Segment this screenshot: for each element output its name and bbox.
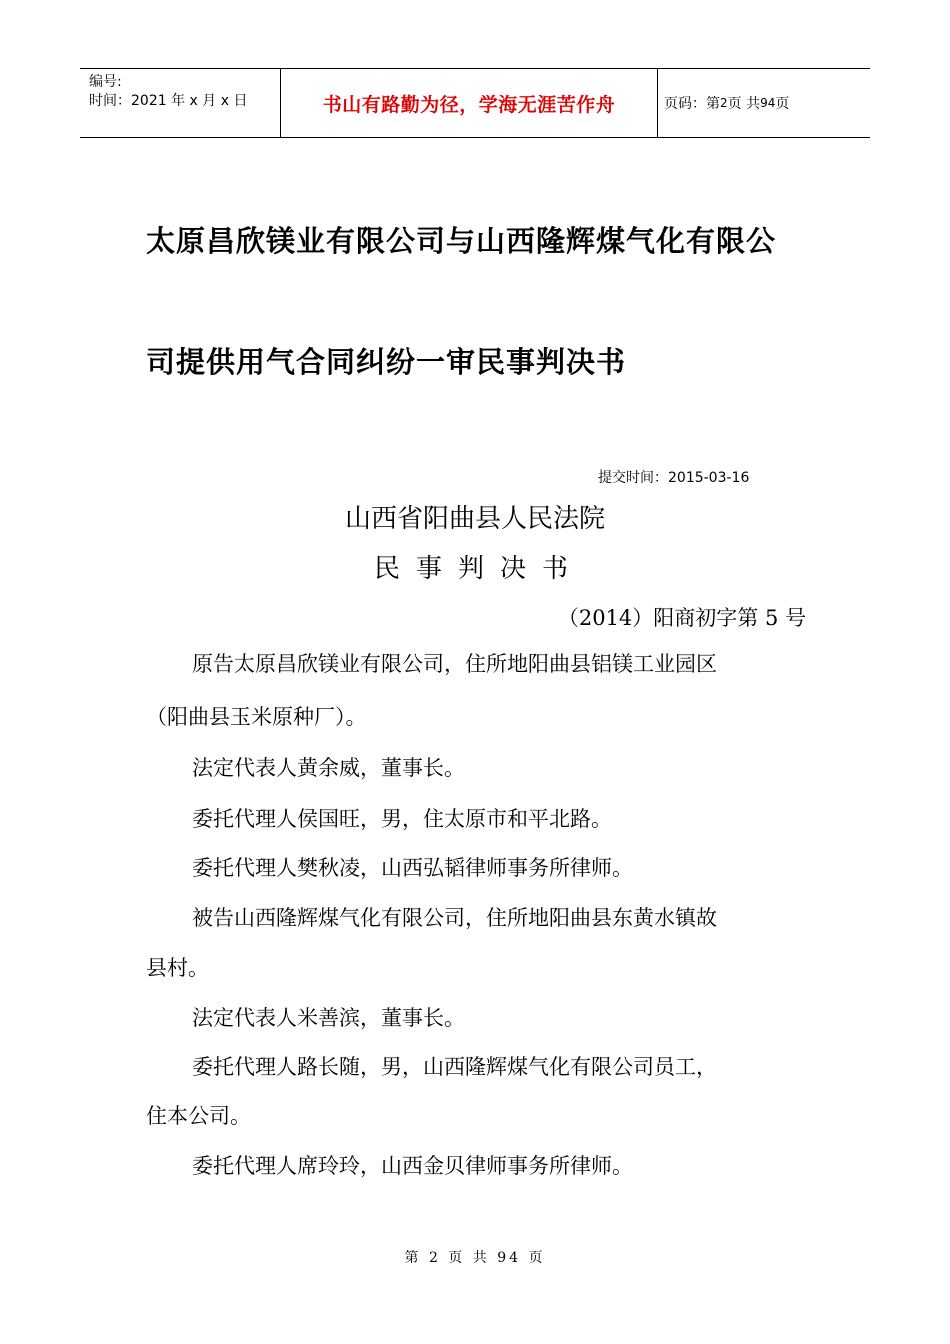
header-info-cell: [80, 69, 281, 137]
paragraph-defendant-agent-2: 委托代理人席玲玲，山西金贝律师事务所律师。: [192, 1154, 633, 1178]
document-type: 民事判决书: [373, 554, 584, 584]
paragraph-defendant-line-2: 县村。: [146, 956, 209, 980]
paragraph-defendant-line-1: 被告山西隆辉煤气化有限公司，住所地阳曲县东黄水镇故: [192, 906, 717, 930]
time-label: 时间：2021 年 x 月 x 日: [89, 93, 248, 109]
paragraph-plaintiff-agent-2: 委托代理人樊秋凌，山西弘韬律师事务所律师。: [192, 856, 633, 880]
page-header-table: [80, 68, 870, 138]
page-total: 94: [760, 96, 776, 110]
number-label: 编号:: [89, 74, 122, 90]
page-mid: 页 共: [727, 96, 761, 112]
court-name: 山西省阳曲县人民法院: [344, 504, 605, 534]
page-prefix: 页码：第: [664, 96, 720, 112]
page-current: 2: [720, 96, 728, 110]
page-suffix: 页: [775, 96, 790, 112]
document-title-line-1: 太原昌欣镁业有限公司与山西隆辉煤气化有限公: [146, 224, 777, 258]
case-number: （2014）阳商初字第 5 号: [557, 606, 806, 630]
paragraph-defendant-representative: 法定代表人米善滨，董事长。: [192, 1006, 465, 1030]
paragraph-plaintiff-line-1: 原告太原昌欣镁业有限公司，住所地阳曲县铝镁工业园区: [192, 652, 717, 676]
paragraph-plaintiff-line-2: （阳曲县玉米原种厂）。: [146, 705, 367, 729]
paragraph-plaintiff-agent-1: 委托代理人侯国旺，男，住太原市和平北路。: [192, 807, 612, 831]
page-footer: 第 2 页 共 94 页: [404, 1250, 546, 1266]
submit-time: 提交时间：2015-03-16: [598, 470, 750, 486]
paragraph-defendant-agent-1-line-1: 委托代理人路长随，男，山西隆辉煤气化有限公司员工，: [192, 1055, 717, 1079]
document-title-line-2: 司提供用气合同纠纷一审民事判决书: [146, 345, 627, 379]
paragraph-defendant-agent-1-line-2: 住本公司。: [146, 1104, 251, 1128]
header-motto: 书山有路勤为径，学海无涯苦作舟: [281, 69, 658, 137]
paragraph-plaintiff-representative: 法定代表人黄余威，董事长。: [192, 756, 465, 780]
header-page-cell: [658, 69, 870, 137]
